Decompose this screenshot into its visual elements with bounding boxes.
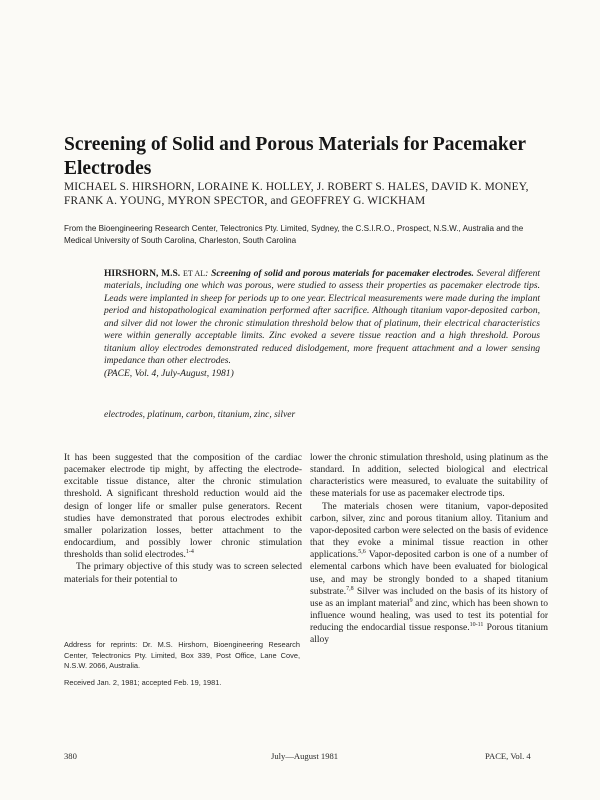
abstract-citation: (PACE, Vol. 4, July-August, 1981) [104,367,234,379]
keywords: electrodes, platinum, carbon, titanium, zinc, silver [104,410,296,420]
reference-marker: 1-4 [185,549,194,556]
body-column-left [64,452,302,586]
author-affiliation: From the Bioengineering Research Center, Telectronics Pty. Limited, Sydney, the C.S.I.R.O., Prospect, N.S.W., Australia and the Medical University of South Carolina, Charleston, South Carolina [64,224,524,245]
reference-marker: 10-11 [469,622,484,629]
body-paragraph [310,501,548,647]
footnote [64,640,300,688]
body-text: lower the chronic stimulation threshold, using platinum as the standard. In addition, selected biological and electrical characteristics were measured, to evaluate the suitability of these materials for use as pacemaker electrode tips. [310,453,548,500]
body-paragraph [310,452,548,501]
body-paragraph [64,452,302,561]
received-date: Received Jan. 2, 1981; accepted Feb. 19, 1981. [64,677,222,687]
body-text: Porous titanium alloy [310,623,549,646]
page-number: 380 [64,751,77,761]
body-text: The materials chosen were titanium, vapor-deposited carbon, silver, zinc and porous titanium alloy. Titanium and vapor-deposited carbon were selected on the basis of evidence that they evoke a minimal tissue reaction in other applications. [310,501,548,561]
abstract-authors: HIRSHORN, M.S. [104,268,181,279]
author-list: MICHAEL S. HIRSHORN, LORAINE K. HOLLEY, J. ROBERT S. HALES, DAVID K. MONEY, FRANK A. YOUNG, MYRON SPECTOR, and GEOFFREY G. WICKHAM [64,181,529,207]
abstract [104,268,540,380]
reference-marker: 9 [409,597,413,604]
reference-marker: 5,6 [358,549,366,556]
abstract-title: Screening of solid and porous materials for pacemaker electrodes. [211,268,474,279]
body-text: Silver was included on the basis of its history of use as an implant material [310,586,548,609]
body-column-right [310,452,548,647]
body-text: Vapor-deposited carbon is one of a number of elemental carbons which have been evaluated for biological use, and may be strongly bonded to a shaped titanium substrate. [310,550,548,597]
body-text: It has been suggested that the composition of the cardiac pacemaker electrode tip might, by affecting the electrode-excitable tissue distance, alter the chronic stimulation threshold. A significant threshold reduction would aid the design of longer life or smaller pulse generators. Recent studies have demonstrated that porous electrodes exhibit smaller polarization losses, better attachment to the endocardium, and possibly lower chronic stimulation thresholds than solid electrodes. [64,453,302,561]
abstract-etal-colon: : [205,268,209,279]
body-paragraph [64,561,302,585]
issue-date: July—August 1981 [271,751,339,761]
body-text: The primary objective of this study was to screen selected materials for their potential to [64,562,302,585]
article-title: Screening of Solid and Porous Materials for Pacemaker Electrodes [64,134,526,180]
journal-name: PACE, Vol. 4 [485,751,531,761]
abstract-etal: ET AL [182,269,206,278]
body-text: and zinc, which has been shown to influence wound healing, was used to test its potential for reducing the endocardial tissue response. [310,598,548,634]
reference-marker: 7,8 [346,585,354,592]
reprint-address: Address for reprints: Dr. M.S. Hirshorn, Bioengineering Research Center, Telectronics Pty. Limited, Box 339, Post Office, Lane Cove, N.S.W. 2066, Australia. [64,640,300,671]
abstract-body: Several different materials, including one which was porous, were studied to assess their properties as pacemaker electrode tips. Leads were implanted in sheep for periods up to one year. Electrical measurements were made during the implant period and histopathological examination performed after sacrifice. Although titanium vapor-deposited carbon, and silver did not lower the chronic stimulation threshold below that of platinum, their electrical characteristics were within generally acceptable limits. Zinc evoked a severe tissue reaction and a high threshold. Porous titanium alloy electrodes demonstrated reduced dislodgement, more frequent attachment and a lower sensing impedance than other electrodes. [104,268,541,367]
